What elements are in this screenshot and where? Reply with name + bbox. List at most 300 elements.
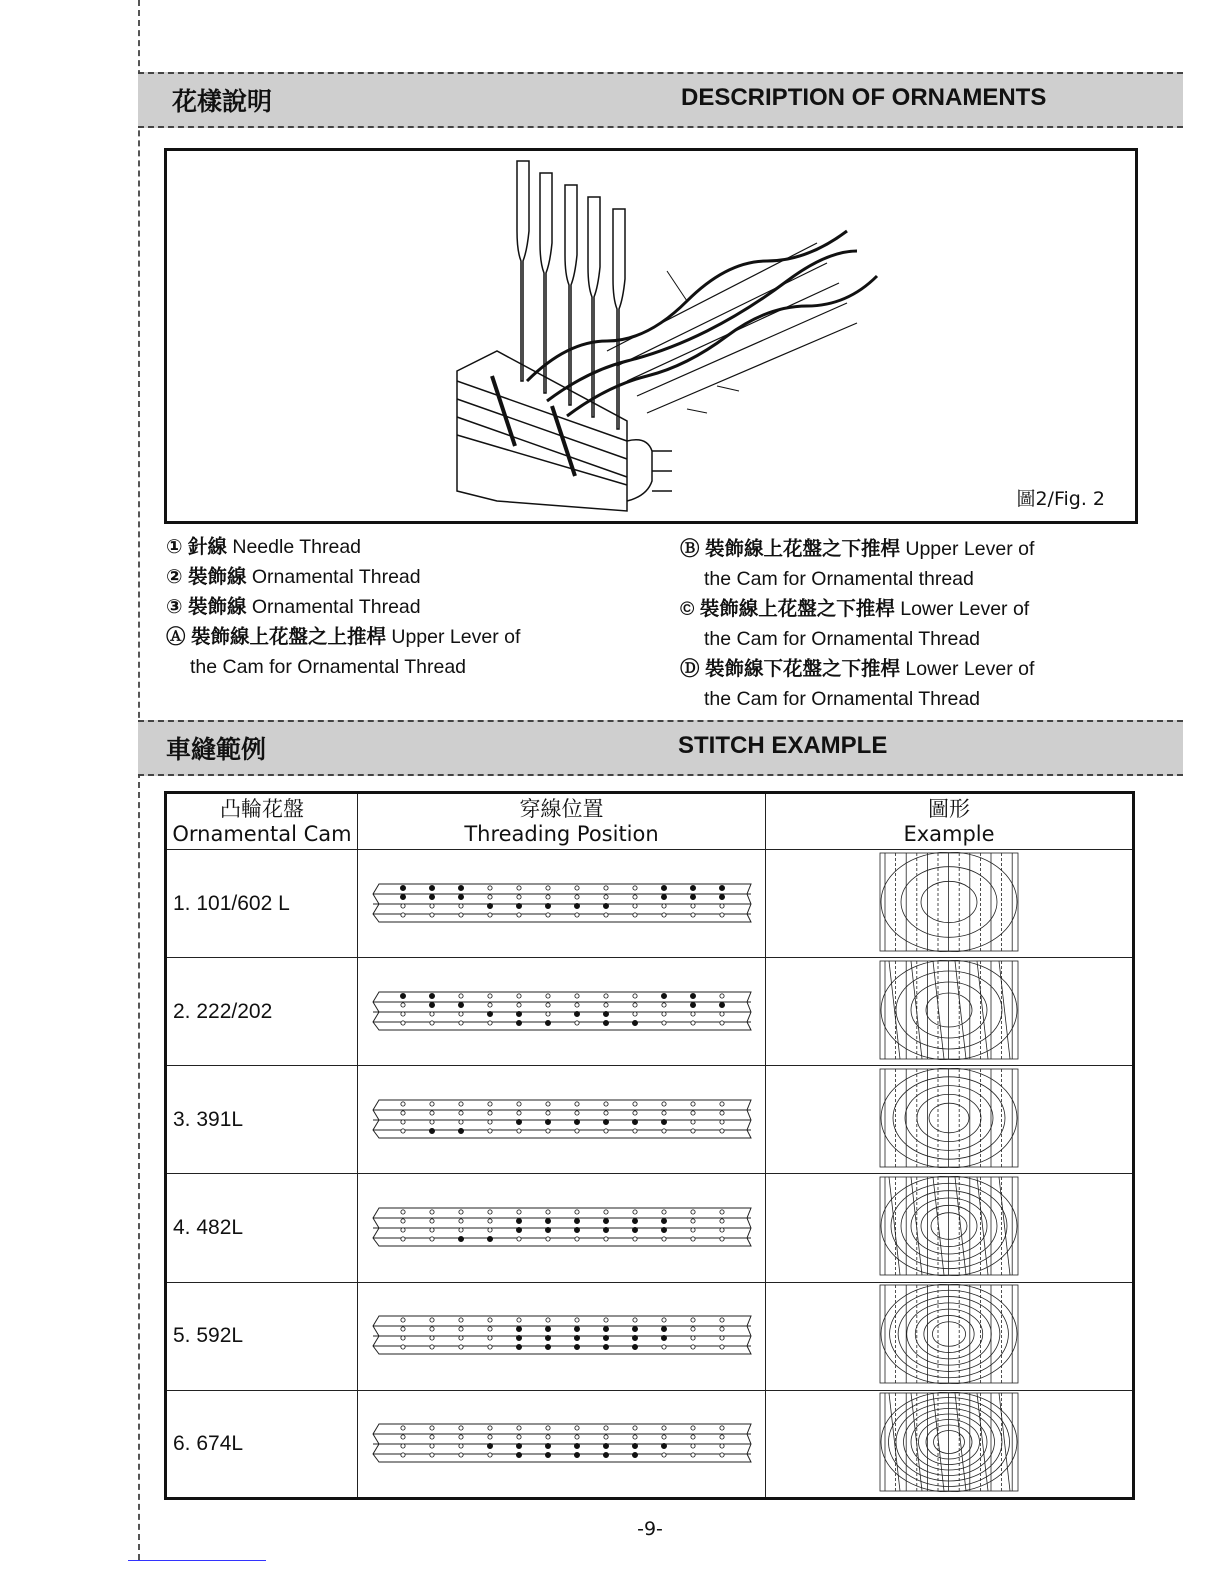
threaded-hole <box>690 885 695 890</box>
example-cell <box>766 1174 1134 1282</box>
empty-hole <box>429 1237 433 1241</box>
table-row <box>166 1174 1134 1282</box>
table-header-row <box>166 793 1134 850</box>
cam-label: 3. 391L <box>166 1066 358 1174</box>
empty-hole <box>487 994 491 998</box>
empty-hole <box>719 1219 723 1223</box>
empty-hole <box>661 1318 665 1322</box>
empty-hole <box>458 1111 462 1115</box>
empty-hole <box>603 885 607 889</box>
empty-hole <box>458 1021 462 1025</box>
legend-left <box>166 532 520 682</box>
legend-en: Upper Lever of <box>905 538 1035 560</box>
threaded-hole <box>632 1119 637 1124</box>
empty-hole <box>516 1129 520 1133</box>
threading-position-cell <box>358 1390 766 1498</box>
empty-hole <box>545 1129 549 1133</box>
threaded-hole <box>574 1218 579 1223</box>
empty-hole <box>719 1435 723 1439</box>
threaded-hole <box>574 1011 579 1016</box>
section-title-zh: 車縫範例 <box>166 735 267 764</box>
empty-hole <box>719 1327 723 1331</box>
legend-item <box>166 562 520 592</box>
figure-2 <box>164 148 1138 524</box>
empty-hole <box>429 1210 433 1214</box>
empty-hole <box>690 1012 694 1016</box>
empty-hole <box>458 1345 462 1349</box>
empty-hole <box>545 1426 549 1430</box>
empty-hole <box>690 1435 694 1439</box>
empty-hole <box>719 1453 723 1457</box>
stitch-example-table <box>164 791 1135 1500</box>
legend-item-continuation: the Cam for Ornamental Thread <box>190 656 467 678</box>
threaded-hole <box>603 1327 608 1332</box>
threaded-hole <box>516 1020 521 1025</box>
empty-hole <box>632 1003 636 1007</box>
empty-hole <box>690 1426 694 1430</box>
empty-hole <box>516 1318 520 1322</box>
example-cell <box>766 850 1134 958</box>
empty-hole <box>429 1120 433 1124</box>
threaded-hole <box>574 1443 579 1448</box>
empty-hole <box>400 1210 404 1214</box>
empty-hole <box>603 1102 607 1106</box>
header-threading-en: Threading Position <box>464 821 659 846</box>
empty-hole <box>458 1210 462 1214</box>
empty-hole <box>632 1237 636 1241</box>
threaded-hole <box>516 1227 521 1232</box>
empty-hole <box>400 1003 404 1007</box>
empty-hole <box>603 1111 607 1115</box>
threaded-hole <box>545 1452 550 1457</box>
empty-hole <box>545 994 549 998</box>
empty-hole <box>719 1102 723 1106</box>
header-cam-zh: 凸輪花盤 <box>220 796 304 821</box>
empty-hole <box>690 1444 694 1448</box>
empty-hole <box>487 1102 491 1106</box>
empty-hole <box>574 1021 578 1025</box>
cam-label: 6. 674L <box>166 1390 358 1498</box>
threaded-hole <box>603 1452 608 1457</box>
empty-hole <box>429 1426 433 1430</box>
threaded-hole <box>545 1227 550 1232</box>
empty-hole <box>458 1453 462 1457</box>
empty-hole <box>545 1012 549 1016</box>
threading-position-cell <box>358 1174 766 1282</box>
threaded-hole <box>603 1336 608 1341</box>
header-cam-en: Ornamental Cam <box>172 821 352 846</box>
threaded-hole <box>632 1336 637 1341</box>
empty-hole <box>719 994 723 998</box>
needle-and-thread-illustration <box>167 151 1135 521</box>
empty-hole <box>487 912 491 916</box>
empty-hole <box>545 912 549 916</box>
empty-hole <box>661 1003 665 1007</box>
empty-hole <box>487 1003 491 1007</box>
legend-item <box>680 654 1034 684</box>
empty-hole <box>458 1444 462 1448</box>
legend-mark: Ⓓ <box>680 658 700 680</box>
threading-position-cell <box>358 958 766 1066</box>
empty-hole <box>690 1327 694 1331</box>
table-row <box>166 1282 1134 1390</box>
threaded-hole <box>429 885 434 890</box>
bottom-rule <box>128 1560 266 1561</box>
empty-hole <box>574 1129 578 1133</box>
empty-hole <box>516 1102 520 1106</box>
empty-hole <box>400 1327 404 1331</box>
empty-hole <box>603 1129 607 1133</box>
empty-hole <box>719 1228 723 1232</box>
empty-hole <box>690 1111 694 1115</box>
example-cell <box>766 1282 1134 1390</box>
empty-hole <box>574 912 578 916</box>
left-margin-dashed-line <box>138 0 140 1560</box>
threaded-hole <box>516 1327 521 1332</box>
empty-hole <box>574 1102 578 1106</box>
empty-hole <box>574 1237 578 1241</box>
stitch-pattern-image <box>879 1284 1019 1384</box>
empty-hole <box>632 1426 636 1430</box>
empty-hole <box>516 894 520 898</box>
threaded-hole <box>429 993 434 998</box>
stitch-pattern-image <box>879 1068 1019 1168</box>
empty-hole <box>429 1021 433 1025</box>
empty-hole <box>574 1426 578 1430</box>
empty-hole <box>719 1237 723 1241</box>
threaded-hole <box>458 1236 463 1241</box>
threaded-hole <box>400 993 405 998</box>
legend-mark: © <box>680 598 695 620</box>
legend-item <box>680 534 1034 564</box>
section-title-en: DESCRIPTION OF ORNAMENTS <box>681 84 1047 111</box>
empty-hole <box>487 1120 491 1124</box>
empty-hole <box>429 1012 433 1016</box>
threaded-hole <box>458 1128 463 1133</box>
threaded-hole <box>603 1011 608 1016</box>
empty-hole <box>603 1426 607 1430</box>
empty-hole <box>400 1111 404 1115</box>
empty-hole <box>458 903 462 907</box>
legend-zh: 裝飾線上花盤之上推桿 <box>190 626 386 648</box>
stitch-pattern-image <box>879 1392 1019 1492</box>
empty-hole <box>400 1453 404 1457</box>
empty-hole <box>458 1012 462 1016</box>
empty-hole <box>603 994 607 998</box>
empty-hole <box>516 1003 520 1007</box>
empty-hole <box>458 1336 462 1340</box>
empty-hole <box>400 1426 404 1430</box>
threaded-hole <box>661 993 666 998</box>
empty-hole <box>516 994 520 998</box>
empty-hole <box>719 903 723 907</box>
legend-item <box>166 622 520 652</box>
empty-hole <box>690 1453 694 1457</box>
threaded-hole <box>487 903 492 908</box>
threaded-hole <box>545 1218 550 1223</box>
empty-hole <box>400 1021 404 1025</box>
threading-diagram <box>367 878 757 926</box>
empty-hole <box>458 1102 462 1106</box>
empty-hole <box>603 1237 607 1241</box>
threaded-hole <box>661 894 666 899</box>
empty-hole <box>690 1228 694 1232</box>
threaded-hole <box>603 1119 608 1124</box>
threading-diagram <box>367 1202 757 1250</box>
empty-hole <box>690 1336 694 1340</box>
threaded-hole <box>545 1020 550 1025</box>
empty-hole <box>487 1210 491 1214</box>
legend-item-continuation: the Cam for Ornamental thread <box>704 568 974 590</box>
header-example <box>766 793 1134 850</box>
threaded-hole <box>632 1345 637 1350</box>
empty-hole <box>661 1453 665 1457</box>
empty-hole <box>487 1129 491 1133</box>
threading-diagram <box>367 1418 757 1466</box>
threaded-hole <box>574 1345 579 1350</box>
threaded-hole <box>632 1327 637 1332</box>
header-example-en: Example <box>903 821 995 846</box>
empty-hole <box>690 1219 694 1223</box>
empty-hole <box>574 994 578 998</box>
empty-hole <box>719 1120 723 1124</box>
threaded-hole <box>603 1443 608 1448</box>
empty-hole <box>487 894 491 898</box>
empty-hole <box>400 1012 404 1016</box>
empty-hole <box>400 912 404 916</box>
empty-hole <box>429 903 433 907</box>
threaded-hole <box>516 1336 521 1341</box>
header-cam <box>166 793 358 850</box>
empty-hole <box>487 1021 491 1025</box>
empty-hole <box>429 1336 433 1340</box>
empty-hole <box>574 1111 578 1115</box>
threading-diagram <box>367 1094 757 1142</box>
threaded-hole <box>487 1011 492 1016</box>
empty-hole <box>545 894 549 898</box>
legend-item-continuation: the Cam for Ornamental Thread <box>704 688 981 710</box>
legend-mark: Ⓐ <box>166 626 186 648</box>
empty-hole <box>661 1021 665 1025</box>
threaded-hole <box>458 885 463 890</box>
empty-hole <box>545 1102 549 1106</box>
legend-en: Lower Lever of <box>900 598 1030 620</box>
empty-hole <box>400 1318 404 1322</box>
empty-hole <box>458 912 462 916</box>
threaded-hole <box>690 894 695 899</box>
empty-hole <box>458 1426 462 1430</box>
empty-hole <box>516 1435 520 1439</box>
empty-hole <box>690 1345 694 1349</box>
legend-item <box>166 592 520 622</box>
threaded-hole <box>603 1020 608 1025</box>
cam-label: 1. 101/602 L <box>166 850 358 958</box>
empty-hole <box>719 1012 723 1016</box>
empty-hole <box>719 1021 723 1025</box>
threaded-hole <box>574 1452 579 1457</box>
table-row <box>166 850 1134 958</box>
empty-hole <box>603 912 607 916</box>
empty-hole <box>690 912 694 916</box>
empty-hole <box>487 1228 491 1232</box>
threaded-hole <box>487 1443 492 1448</box>
threaded-hole <box>661 1336 666 1341</box>
threading-position-cell <box>358 1066 766 1174</box>
empty-hole <box>429 912 433 916</box>
threaded-hole <box>429 1128 434 1133</box>
empty-hole <box>690 1021 694 1025</box>
empty-hole <box>690 1120 694 1124</box>
empty-hole <box>661 1129 665 1133</box>
empty-hole <box>400 1228 404 1232</box>
empty-hole <box>487 1453 491 1457</box>
empty-hole <box>574 894 578 898</box>
legend-zh: 裝飾線上花盤之下推桿 <box>704 538 900 560</box>
threaded-hole <box>400 885 405 890</box>
threaded-hole <box>516 1345 521 1350</box>
empty-hole <box>487 1426 491 1430</box>
empty-hole <box>458 1219 462 1223</box>
empty-hole <box>429 1345 433 1349</box>
threaded-hole <box>545 1327 550 1332</box>
ornamental-threads <box>527 231 877 416</box>
empty-hole <box>603 1210 607 1214</box>
threaded-hole <box>603 903 608 908</box>
empty-hole <box>429 1435 433 1439</box>
empty-hole <box>719 912 723 916</box>
empty-hole <box>545 1111 549 1115</box>
empty-hole <box>458 1318 462 1322</box>
empty-hole <box>429 1102 433 1106</box>
empty-hole <box>458 1435 462 1439</box>
threaded-hole <box>545 1443 550 1448</box>
threaded-hole <box>661 1443 666 1448</box>
empty-hole <box>574 1318 578 1322</box>
empty-hole <box>516 912 520 916</box>
legend-item <box>166 532 520 562</box>
section-title-en: STITCH EXAMPLE <box>678 732 888 759</box>
empty-hole <box>574 1003 578 1007</box>
empty-hole <box>429 1219 433 1223</box>
empty-hole <box>487 1111 491 1115</box>
empty-hole <box>429 1111 433 1115</box>
empty-hole <box>487 1345 491 1349</box>
threaded-hole <box>487 1236 492 1241</box>
empty-hole <box>516 1237 520 1241</box>
threaded-hole <box>429 894 434 899</box>
empty-hole <box>400 1336 404 1340</box>
empty-hole <box>458 1327 462 1331</box>
empty-hole <box>632 1435 636 1439</box>
empty-hole <box>545 1318 549 1322</box>
legend-zh: 裝飾線下花盤之下推桿 <box>704 658 900 680</box>
empty-hole <box>487 1318 491 1322</box>
empty-hole <box>400 1345 404 1349</box>
header-threading <box>358 793 766 850</box>
empty-hole <box>400 1102 404 1106</box>
empty-hole <box>632 1012 636 1016</box>
empty-hole <box>632 885 636 889</box>
empty-hole <box>661 1426 665 1430</box>
empty-hole <box>487 1219 491 1223</box>
empty-hole <box>574 1435 578 1439</box>
empty-hole <box>632 903 636 907</box>
threaded-hole <box>400 894 405 899</box>
threaded-hole <box>458 1002 463 1007</box>
example-cell <box>766 1390 1134 1498</box>
empty-hole <box>516 885 520 889</box>
empty-hole <box>603 1003 607 1007</box>
empty-hole <box>661 1210 665 1214</box>
empty-hole <box>719 1426 723 1430</box>
empty-hole <box>458 1228 462 1232</box>
empty-hole <box>574 885 578 889</box>
legend-zh: 裝飾線 <box>187 596 247 618</box>
empty-hole <box>661 903 665 907</box>
threaded-hole <box>719 1002 724 1007</box>
legend-en: Lower Lever of <box>905 658 1035 680</box>
threaded-hole <box>719 894 724 899</box>
empty-hole <box>719 1345 723 1349</box>
empty-hole <box>545 1210 549 1214</box>
threaded-hole <box>661 885 666 890</box>
threaded-hole <box>574 903 579 908</box>
stitch-pattern-image <box>879 960 1019 1060</box>
empty-hole <box>400 903 404 907</box>
empty-hole <box>632 1111 636 1115</box>
legend-zh: 針線 <box>187 536 227 558</box>
threaded-hole <box>632 1452 637 1457</box>
legend-zh: 裝飾線上花盤之下推桿 <box>699 598 895 620</box>
empty-hole <box>661 1237 665 1241</box>
cam-label: 5. 592L <box>166 1282 358 1390</box>
pointer-lines <box>667 271 739 413</box>
empty-hole <box>603 1318 607 1322</box>
empty-hole <box>661 1435 665 1439</box>
empty-hole <box>632 894 636 898</box>
threaded-hole <box>632 1443 637 1448</box>
empty-hole <box>690 1129 694 1133</box>
empty-hole <box>632 1102 636 1106</box>
empty-hole <box>632 912 636 916</box>
legend-en: Ornamental Thread <box>251 566 421 588</box>
empty-hole <box>400 1219 404 1223</box>
empty-hole <box>719 1444 723 1448</box>
empty-hole <box>516 1426 520 1430</box>
threaded-hole <box>458 894 463 899</box>
empty-hole <box>719 1318 723 1322</box>
empty-hole <box>719 1129 723 1133</box>
stitch-pattern-image <box>879 1176 1019 1276</box>
threaded-hole <box>632 1218 637 1223</box>
table-row <box>166 1390 1134 1498</box>
empty-hole <box>487 1435 491 1439</box>
empty-hole <box>661 1345 665 1349</box>
threaded-hole <box>603 1218 608 1223</box>
example-cell <box>766 1066 1134 1174</box>
empty-hole <box>690 1102 694 1106</box>
stitch-pattern-image <box>879 852 1019 952</box>
empty-hole <box>487 885 491 889</box>
threaded-hole <box>574 1119 579 1124</box>
empty-hole <box>661 1111 665 1115</box>
threaded-hole <box>719 885 724 890</box>
empty-hole <box>400 1237 404 1241</box>
empty-hole <box>429 1327 433 1331</box>
empty-hole <box>574 1210 578 1214</box>
empty-hole <box>661 1102 665 1106</box>
threaded-hole <box>429 1002 434 1007</box>
